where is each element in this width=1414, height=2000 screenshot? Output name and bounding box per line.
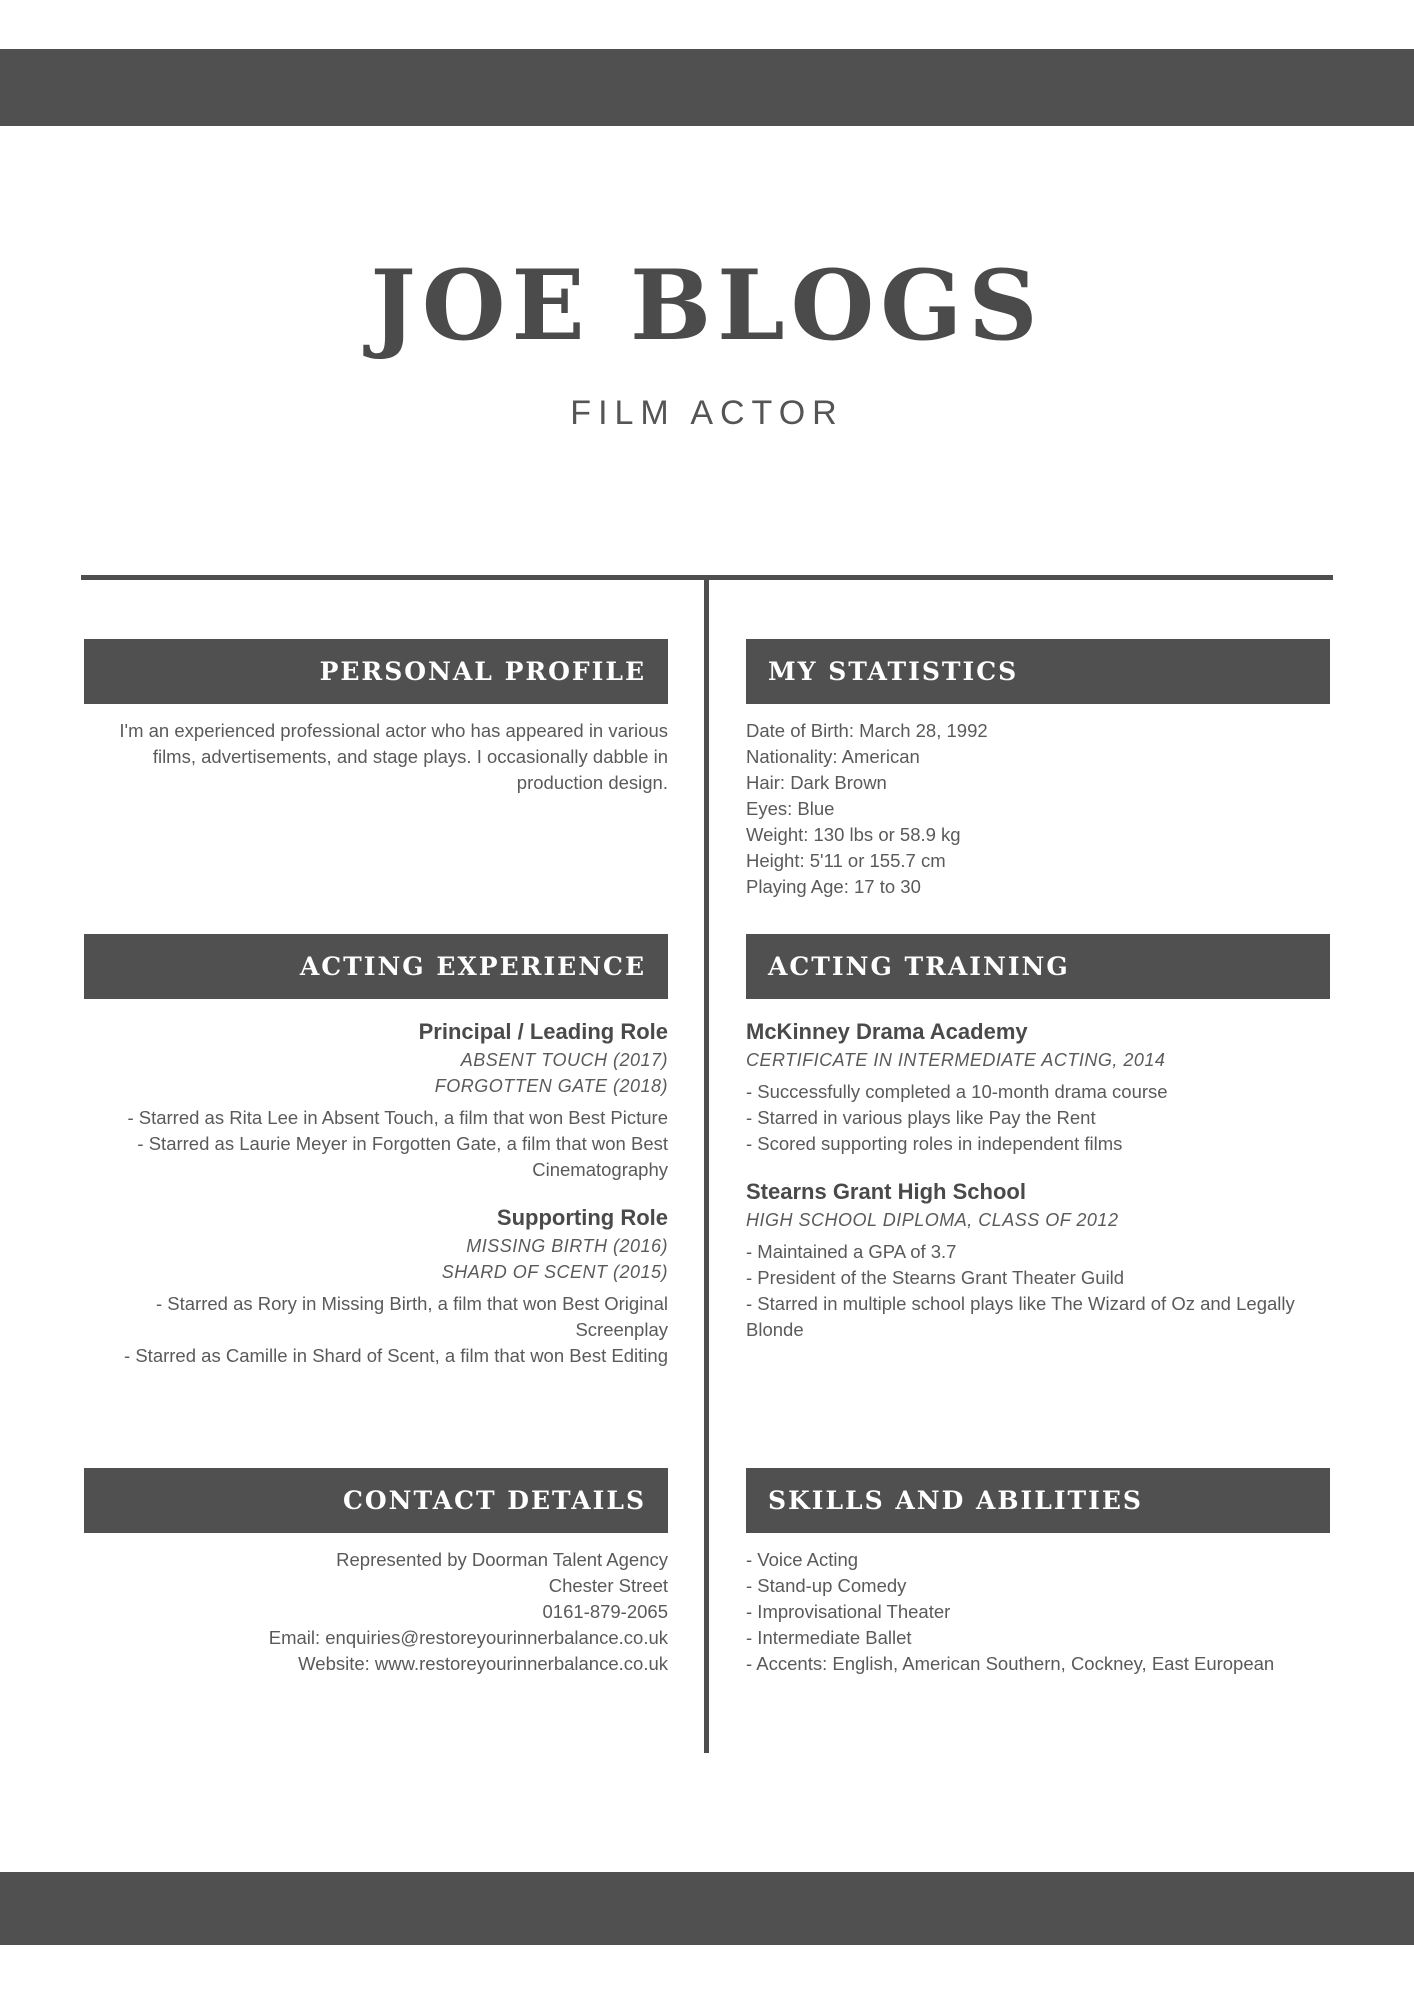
stat-height: Height: 5'11 or 155.7 cm xyxy=(746,850,946,871)
stat-hair: Hair: Dark Brown xyxy=(746,772,887,793)
training-bullet: - Starred in various plays like Pay the Rent xyxy=(746,1107,1096,1128)
acting-experience-header: ACTING EXPERIENCE xyxy=(84,934,668,999)
experience-bullet: - Starred as Laurie Meyer in Forgotten Gate, a film that won Best xyxy=(137,1133,668,1154)
training-bullets xyxy=(746,1079,1330,1157)
experience-bullet: - Starred as Rory in Missing Birth, a film that won Best Original xyxy=(155,1293,668,1314)
my-statistics-section xyxy=(746,639,1330,900)
training-bullet: - Starred in multiple school plays like The Wizard of Oz and Legally xyxy=(746,1293,1295,1314)
contact-details-header: CONTACT DETAILS xyxy=(84,1468,668,1533)
personal-profile-text xyxy=(84,718,668,796)
training-bullet: - Maintained a GPA of 3.7 xyxy=(746,1241,957,1262)
stat-weight: Weight: 130 lbs or 58.9 kg xyxy=(746,824,961,845)
training-credential: HIGH SCHOOL DIPLOMA, CLASS OF 2012 xyxy=(746,1210,1119,1230)
training-bullet: - Successfully completed a 10-month drama course xyxy=(746,1081,1168,1102)
profile-line: films, advertisements, and stage plays. I occasionally dabble in xyxy=(152,746,668,767)
skill-item: - Improvisational Theater xyxy=(746,1601,951,1622)
stat-playing-age: Playing Age: 17 to 30 xyxy=(746,876,921,897)
acting-training-header: ACTING TRAINING xyxy=(746,934,1330,999)
experience-bullet: - Starred as Camille in Shard of Scent, a film that won Best Editing xyxy=(124,1345,668,1366)
skills-header: SKILLS AND ABILITIES xyxy=(746,1468,1330,1533)
training-bullet: - President of the Stearns Grant Theater Guild xyxy=(746,1267,1125,1288)
stat-nationality: Nationality: American xyxy=(746,746,920,767)
training-bullet: Blonde xyxy=(746,1319,804,1340)
training-group xyxy=(746,1017,1330,1157)
bottom-band xyxy=(0,1872,1414,1945)
contact-phone: 0161-879-2065 xyxy=(542,1601,668,1622)
experience-group xyxy=(84,1017,668,1183)
experience-bullet: Screenplay xyxy=(575,1319,668,1340)
profile-line: I'm an experienced professional actor who has appeared in various xyxy=(119,720,668,741)
experience-bullet: Cinematography xyxy=(532,1159,668,1180)
stat-eyes: Eyes: Blue xyxy=(746,798,835,819)
contact-agency: Represented by Doorman Talent Agency xyxy=(336,1549,668,1570)
profile-line: production design. xyxy=(516,772,668,793)
training-group xyxy=(746,1177,1330,1343)
skills-list xyxy=(746,1547,1330,1677)
personal-profile-section xyxy=(84,639,668,796)
contact-list xyxy=(84,1547,668,1677)
skill-item: - Accents: English, American Southern, Cockney, East European xyxy=(746,1653,1275,1674)
top-band xyxy=(0,49,1414,126)
training-heading: McKinney Drama Academy xyxy=(746,1019,1028,1044)
contact-email: Email: enquiries@restoreyourinnerbalance.co.uk xyxy=(268,1627,668,1648)
experience-group xyxy=(84,1203,668,1369)
experience-bullets xyxy=(84,1105,668,1183)
experience-credit: SHARD OF SCENT (2015) xyxy=(441,1262,668,1282)
candidate-name: JOE BLOGS xyxy=(370,249,1044,362)
stat-date-of-birth: Date of Birth: March 28, 1992 xyxy=(746,720,988,741)
training-heading: Stearns Grant High School xyxy=(746,1179,1026,1204)
experience-heading: Principal / Leading Role xyxy=(418,1019,668,1044)
experience-credit: FORGOTTEN GATE (2018) xyxy=(434,1076,668,1096)
experience-heading: Supporting Role xyxy=(496,1205,668,1230)
training-bullet: - Scored supporting roles in independent films xyxy=(746,1133,1123,1154)
candidate-role: FILM ACTOR xyxy=(570,394,844,432)
statistics-list xyxy=(746,718,1330,900)
experience-bullet: - Starred as Rita Lee in Absent Touch, a film that won Best Picture xyxy=(127,1107,668,1128)
acting-training-section xyxy=(746,934,1330,1343)
contact-street: Chester Street xyxy=(548,1575,668,1596)
training-credential: CERTIFICATE IN INTERMEDIATE ACTING, 2014 xyxy=(746,1050,1166,1070)
skill-item: - Intermediate Ballet xyxy=(746,1627,912,1648)
vertical-divider xyxy=(704,577,709,1753)
personal-profile-header: PERSONAL PROFILE xyxy=(84,639,668,704)
acting-experience-section xyxy=(84,934,668,1369)
skill-item: - Stand-up Comedy xyxy=(746,1575,907,1596)
my-statistics-header: MY STATISTICS xyxy=(746,639,1330,704)
skills-section xyxy=(746,1468,1330,1677)
contact-website: Website: www.restoreyourinnerbalance.co.uk xyxy=(298,1653,668,1674)
training-bullets xyxy=(746,1239,1330,1343)
experience-credit: MISSING BIRTH (2016) xyxy=(466,1236,668,1256)
experience-bullets xyxy=(84,1291,668,1369)
contact-details-section xyxy=(84,1468,668,1677)
experience-credit: ABSENT TOUCH (2017) xyxy=(460,1050,668,1070)
skill-item: - Voice Acting xyxy=(746,1549,859,1570)
